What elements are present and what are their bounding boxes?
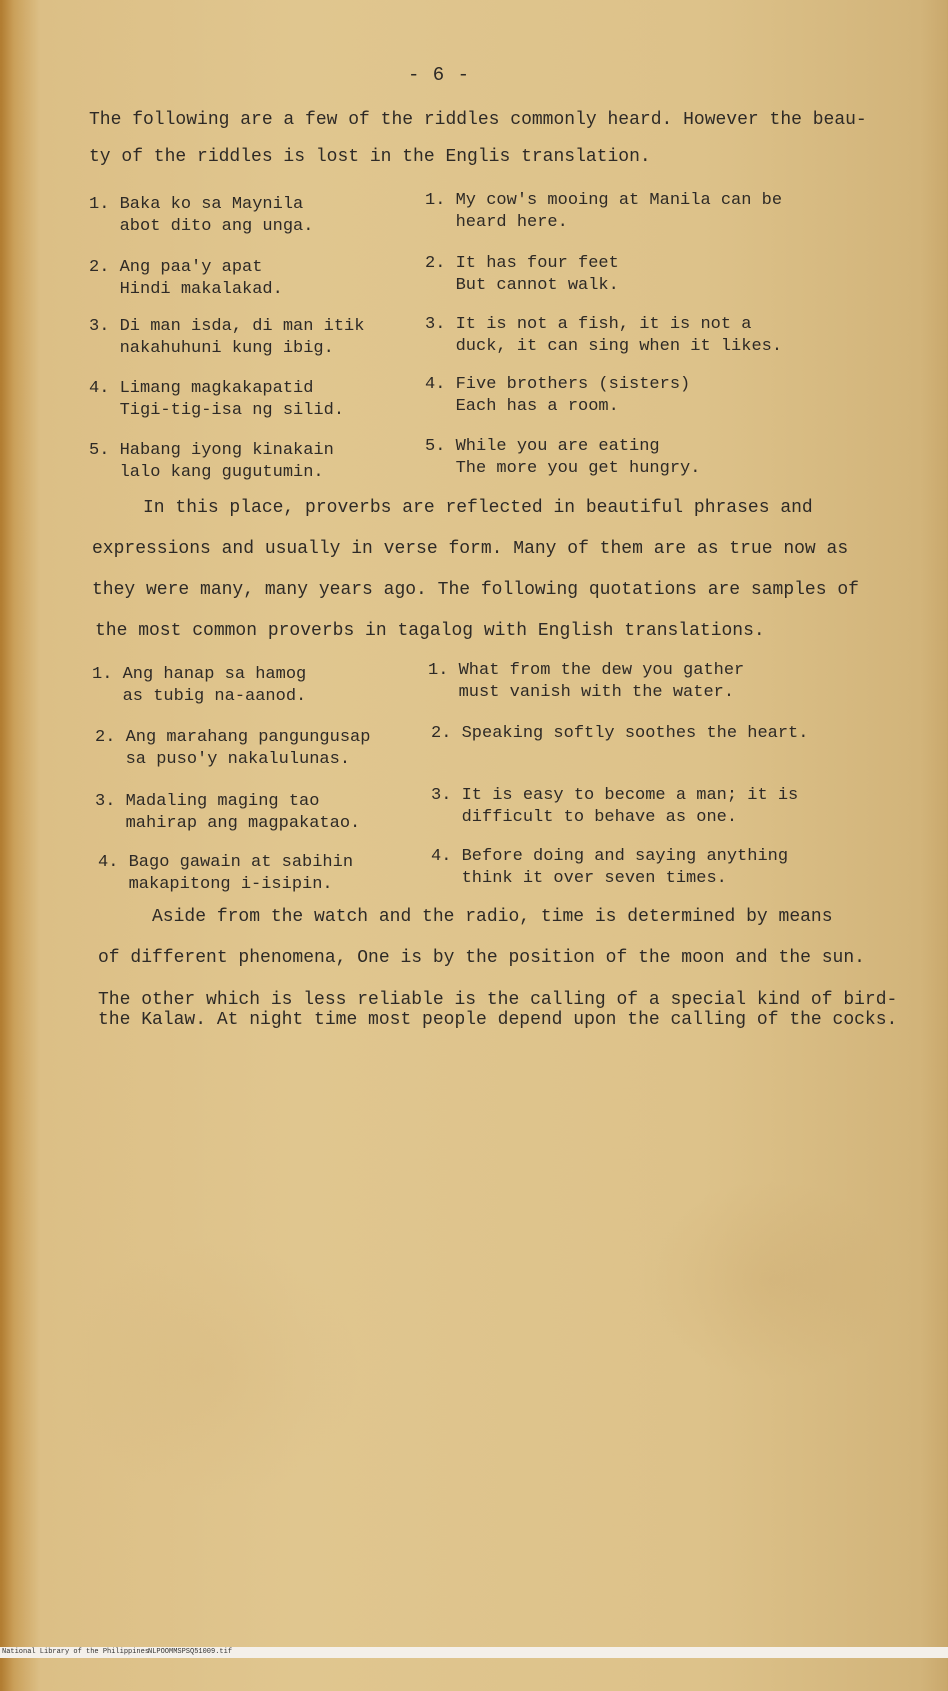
riddle-tagalog-line: nakahuhuni kung ibig. [89,339,334,358]
proverb-english-line: 3. It is easy to become a man; it is [431,786,799,805]
closing-paragraph-line: The other which is less reliable is the calling of a special kind of bird- [98,990,898,1010]
proverbs-intro-line: expressions and usually in verse form. Many of them are as true now as [92,539,849,559]
footer-source: National Library of the Philippines [2,1648,150,1656]
proverbs-intro-line: they were many, many years ago. The following quotations are samples of [92,580,859,600]
riddle-english-line: heard here. [425,213,568,232]
riddle-english-line: 3. It is not a fish, it is not a [425,315,752,334]
proverb-tagalog-line: 2. Ang marahang pangungusap [95,728,371,747]
riddle-tagalog-line: lalo kang gugutumin. [89,463,324,482]
closing-paragraph-line: the Kalaw. At night time most people depend upon the calling of the cocks. [98,1010,898,1030]
riddle-english-line: The more you get hungry. [425,459,701,478]
riddle-tagalog-line: 4. Limang magkakapatid [89,379,314,398]
closing-paragraph-line: of different phenomena, One is by the position of the moon and the sun. [98,948,865,968]
riddles-intro-line: The following are a few of the riddles commonly heard. However the beau- [89,110,867,130]
proverb-english-line: difficult to behave as one. [431,808,738,827]
riddle-english-line: 2. It has four feet [425,254,619,273]
proverbs-intro-line: the most common proverbs in tagalog with English translations. [95,621,765,641]
riddle-tagalog-line: 2. Ang paa'y apat [89,258,263,277]
proverb-tagalog-line: mahirap ang magpakatao. [95,814,361,833]
riddle-tagalog-line: Tigi-tig-isa ng silid. [89,401,345,420]
scan-footer [0,1647,948,1658]
proverb-english-line: 2. Speaking softly soothes the heart. [431,724,809,743]
proverb-tagalog-line: 1. Ang hanap sa hamog [92,665,307,684]
riddle-tagalog-line: 1. Baka ko sa Maynila [89,195,304,214]
riddle-english-line: 4. Five brothers (sisters) [425,375,691,394]
proverb-tagalog-line: 3. Madaling maging tao [95,792,320,811]
proverbs-intro-line: In this place, proverbs are reflected in beautiful phrases and [89,498,813,518]
riddle-tagalog-line: Hindi makalakad. [89,280,283,299]
page-number: - 6 - [408,64,471,86]
paper-stain [60,1240,360,1500]
proverb-tagalog-line: sa puso'y nakalulunas. [95,750,351,769]
riddle-tagalog-line: 3. Di man isda, di man itik [89,317,365,336]
paper-stain [640,1180,900,1380]
riddles-intro-line: ty of the riddles is lost in the Englis translation. [89,147,651,167]
proverb-english-line: must vanish with the water. [428,683,735,702]
footer-filename: NLPOOMMSPSQ51009.tif [148,1648,233,1656]
riddle-english-line: 5. While you are eating [425,437,660,456]
proverb-tagalog-line: as tubig na-aanod. [92,687,307,706]
proverb-english-line: think it over seven times. [431,869,727,888]
riddle-tagalog-line: abot dito ang unga. [89,217,314,236]
proverb-tagalog-line: 4. Bago gawain at sabihin [98,853,354,872]
riddle-english-line: duck, it can sing when it likes. [425,337,783,356]
riddle-english-line: 1. My cow's mooing at Manila can be [425,191,783,210]
riddle-english-line: Each has a room. [425,397,619,416]
proverb-english-line: 1. What from the dew you gather [428,661,745,680]
riddle-tagalog-line: 5. Habang iyong kinakain [89,441,334,460]
closing-paragraph-line: Aside from the watch and the radio, time is determined by means [98,907,833,927]
proverb-english-line: 4. Before doing and saying anything [431,847,789,866]
riddle-english-line: But cannot walk. [425,276,619,295]
proverb-tagalog-line: makapitong i-isipin. [98,875,333,894]
